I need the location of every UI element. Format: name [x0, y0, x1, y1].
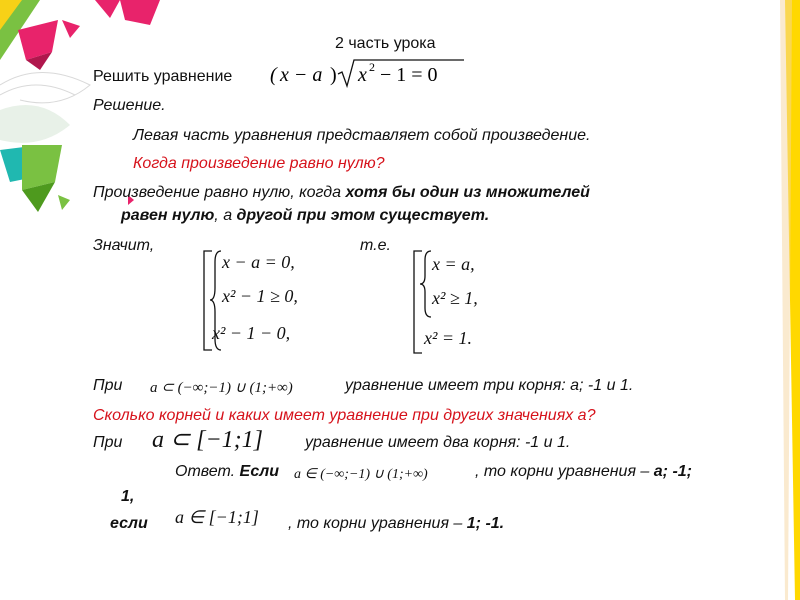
- answer-then-1: , то корни уравнения – а; -1;: [475, 463, 693, 480]
- svg-text:): ): [330, 64, 337, 86]
- rule-line-2: равен нулю, а другой при этом существует.: [121, 207, 490, 224]
- svg-text:(: (: [270, 64, 277, 86]
- task-label: Решить уравнение: [93, 68, 233, 85]
- system-2-row: x = a,: [432, 254, 475, 274]
- condition-3: a ∈ (−∞;−1) ∪ (1;+∞): [294, 467, 428, 482]
- condition-1: a ⊂ (−∞;−1) ∪ (1;+∞): [150, 380, 293, 396]
- condition-4: a ∈ [−1;1]: [175, 507, 259, 527]
- system-1-row: x² − 1 − 0,: [212, 323, 291, 343]
- svg-text:x − a: x − a: [280, 64, 323, 86]
- answer-then-2: , то корни уравнения – 1; -1.: [288, 515, 505, 532]
- left-part-text: Левая часть уравнения представляет собой произведение.: [133, 127, 591, 144]
- answer-if-2: если: [110, 515, 148, 532]
- system-2: [410, 248, 520, 356]
- system-1: [200, 248, 330, 353]
- svg-text:x: x: [358, 64, 367, 86]
- curly-brace: [419, 248, 433, 320]
- system-1-row: x² − 1 ≥ 0,: [222, 286, 298, 306]
- system-2-row: x² = 1.: [424, 328, 473, 348]
- condition-2: a ⊂ [−1;1]: [152, 427, 263, 453]
- therefore-label: Значит,: [93, 237, 155, 254]
- solution-label: Решение.: [93, 97, 166, 114]
- when-label-1: При: [93, 377, 123, 394]
- system-1-row: x − a = 0,: [222, 252, 295, 272]
- three-roots-text: уравнение имеет три корня: а; -1 и 1.: [345, 377, 634, 394]
- ie-label: т.е.: [360, 237, 391, 254]
- main-equation: [268, 56, 468, 90]
- rule-line-1: Произведение равно нулю, когда хотя бы один из множителей: [93, 184, 590, 201]
- system-2-row: x² ≥ 1,: [432, 288, 478, 308]
- answer-line-1: Ответ. Если: [175, 463, 280, 480]
- question-1: Когда произведение равно нулю?: [133, 155, 385, 172]
- svg-text:− 1 = 0: − 1 = 0: [380, 64, 438, 86]
- two-roots-text: уравнение имеет два корня: -1 и 1.: [305, 434, 571, 451]
- answer-root-continued: 1,: [121, 488, 135, 505]
- slide-title: 2 часть урока: [335, 35, 436, 52]
- svg-text:2: 2: [369, 60, 375, 74]
- when-label-2: При: [93, 434, 123, 451]
- question-2: Сколько корней и каких имеет уравнение при других значениях а?: [93, 407, 596, 424]
